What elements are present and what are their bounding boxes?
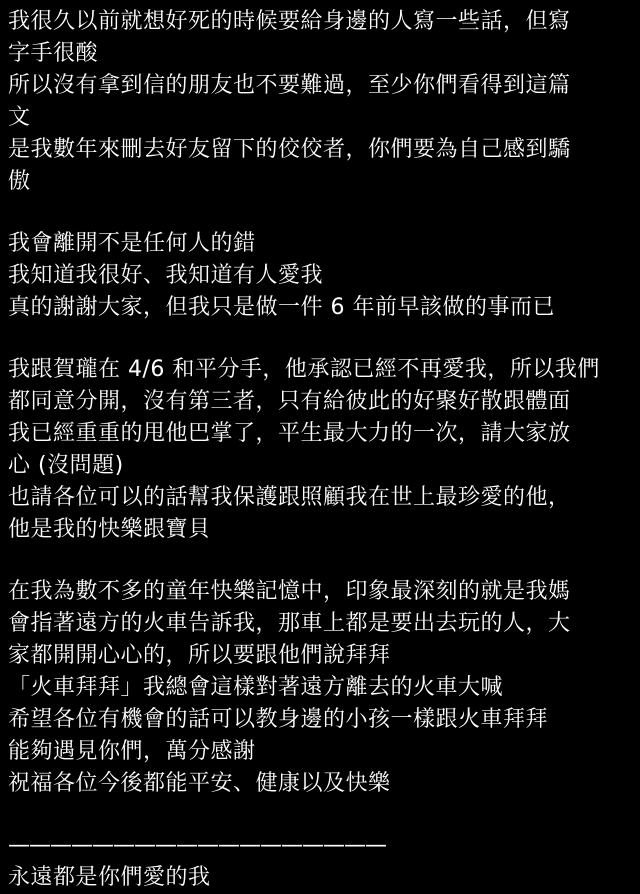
paragraph-1 [8, 6, 632, 198]
text-line: 會指著遠方的火車告訴我，那車上都是要出去玩的人，大 [8, 611, 571, 636]
paragraph-2 [8, 228, 632, 324]
text-line: 傲 [8, 169, 31, 194]
note-document [8, 6, 632, 894]
text-line: 希望各位有機會的話可以教身邊的小孩一樣跟火車拜拜 [8, 707, 549, 732]
text-line: 文 [8, 105, 31, 130]
text-line: 我跟賀瓏在 4/6 和平分手，他承認已經不再愛我，所以我們 [8, 357, 600, 382]
text-line: 我很久以前就想好死的時候要給身邊的人寫一些話，但寫 [8, 9, 571, 34]
text-line: 我會離開不是任何人的錯 [8, 231, 256, 256]
paragraph-3 [8, 354, 632, 546]
text-line: 在我為數不多的童年快樂記憶中，印象最深刻的就是我媽 [8, 579, 571, 604]
text-line: 我知道我很好、我知道有人愛我 [8, 263, 324, 288]
signature: 永遠都是你們愛的我 [8, 865, 211, 890]
paragraph-spacer [8, 546, 632, 576]
text-line: 也請各位可以的話幫我保護跟照顧我在世上最珍愛的他， [8, 485, 571, 510]
text-line: 他是我的快樂跟寶貝 [8, 517, 211, 542]
paragraph-spacer [8, 198, 632, 228]
text-line: 都同意分開，沒有第三者，只有給彼此的好聚好散跟體面 [8, 389, 571, 414]
text-line: 心 (沒問題) [8, 453, 124, 478]
text-line: 所以沒有拿到信的朋友也不要難過，至少你們看得到這篇 [8, 73, 571, 98]
divider: —————————————————— [8, 833, 386, 858]
paragraph-spacer [8, 324, 632, 354]
text-line: 祝福各位今後都能平安、健康以及快樂 [8, 771, 391, 796]
text-line: 能夠遇見你們，萬分感謝 [8, 739, 256, 764]
paragraph-4 [8, 576, 632, 800]
text-line: 字手很酸 [8, 41, 99, 66]
text-line: 是我數年來刪去好友留下的佼佼者，你們要為自己感到驕 [8, 137, 571, 162]
text-line: 「火車拜拜」我總會這樣對著遠方離去的火車大喊 [8, 675, 504, 700]
text-line: 真的謝謝大家，但我只是做一件 6 年前早該做的事而已 [8, 295, 555, 320]
text-line: 我已經重重的甩他巴掌了，平生最大力的一次，請大家放 [8, 421, 571, 446]
text-line: 家都開開心心的，所以要跟他們說拜拜 [8, 643, 391, 668]
paragraph-spacer [8, 800, 632, 830]
